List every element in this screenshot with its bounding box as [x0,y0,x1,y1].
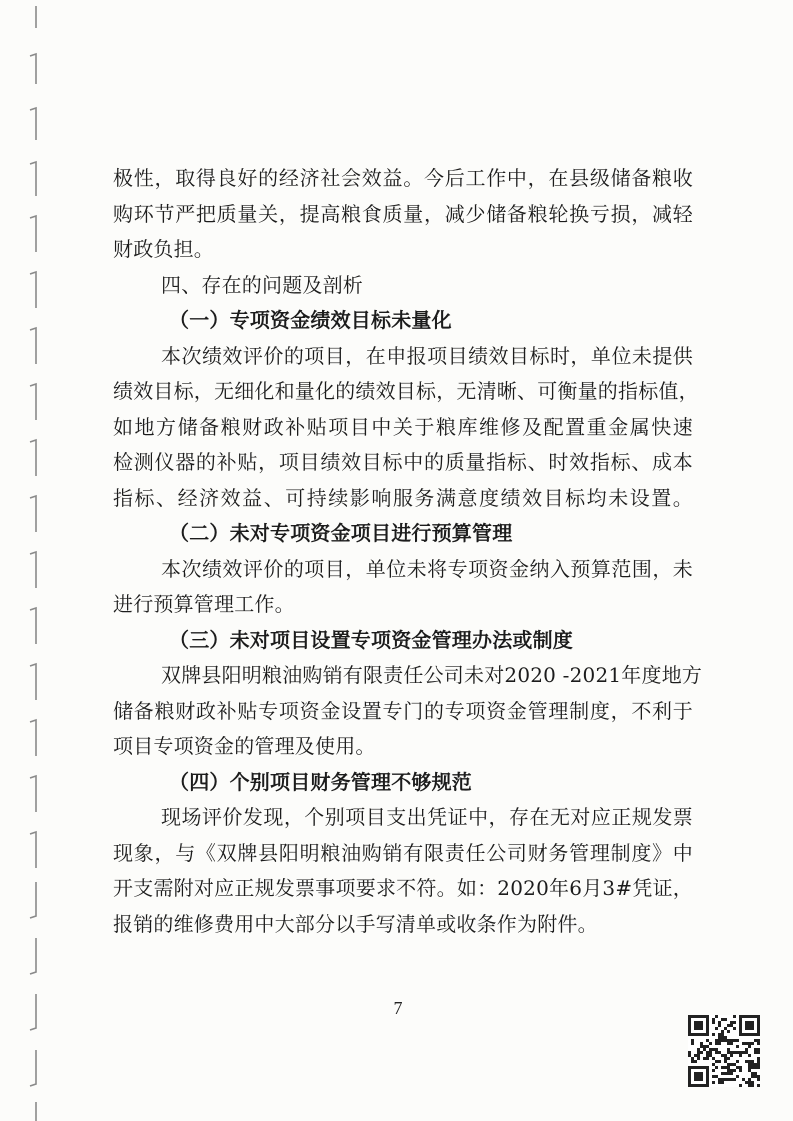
body-line: 极性，取得良好的经济社会效益。今后工作中，在县级储备粮收 [113,166,693,190]
body-line: 检测仪器的补贴，项目绩效目标中的质量指标、时效指标、成本 [113,450,693,474]
body-line: 双牌县阳明粮油购销有限责任公司未对2020 -2021年度地方 [161,663,703,687]
body-line: 购环节严把质量关，提高粮食质量，减少储备粮轮换亏损，减轻 [113,201,693,226]
body-line: 现象，与《双牌县阳明粮油购销有限责任公司财务管理制度》中 [113,840,693,865]
body-line: 指标、经济效益、可持续影响服务满意度绩效目标均未设置。 [113,485,693,510]
section-heading: 四、存在的问题及剖析 [161,272,363,297]
body-line: 如地方储备粮财政补贴项目中关于粮库维修及配置重金属快速 [113,414,693,439]
body-line: 本次绩效评价的项目，在申报项目绩效目标时，单位未提供 [161,343,693,368]
body-line: 开支需附对应正规发票事项要求不符。如：2020年6月3#凭证， [113,876,693,900]
subsection-heading: （二）未对专项资金项目进行预算管理 [169,521,513,545]
page-number: 7 [393,998,403,1018]
body-line: 进行预算管理工作。 [113,592,295,616]
body-line: 本次绩效评价的项目，单位未将专项资金纳入预算范围，未 [161,556,693,581]
body-line: 现场评价发现，个别项目支出凭证中，存在无对应正规发票 [161,805,693,829]
subsection-heading: （三）未对项目设置专项资金管理办法或制度 [169,627,573,652]
body-line: 绩效目标，无细化和量化的绩效目标，无清晰、可衡量的指标值， [113,379,699,403]
subsection-heading: （四）个别项目财务管理不够规范 [169,769,472,794]
body-line: 财政负担。 [113,237,214,261]
subsection-heading: （一）专项资金绩效目标未量化 [169,308,452,332]
body-line: 储备粮财政补贴专项资金设置专门的专项资金管理制度，不利于 [113,698,693,723]
qr-code-icon [688,1015,760,1087]
document-body [113,161,703,942]
body-line: 项目专项资金的管理及使用。 [113,734,376,758]
binding-hole-marks [0,0,40,1121]
body-line: 报销的维修费用中大部分以手写清单或收条作为附件。 [113,911,598,936]
